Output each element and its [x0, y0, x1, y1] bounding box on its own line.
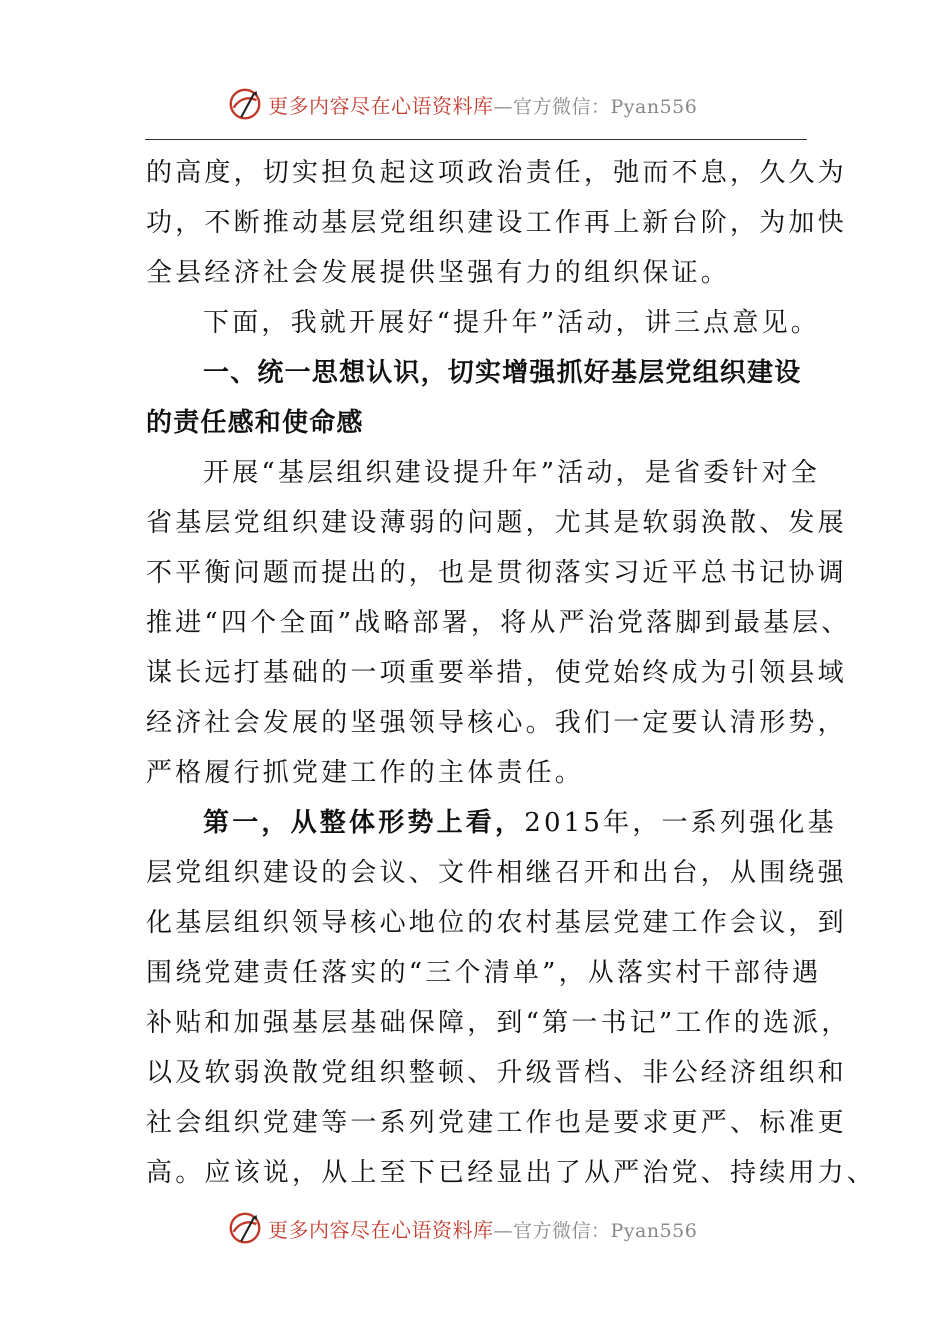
text-line: 谋长远打基础的一项重要举措，使党始终成为引领县域 [146, 658, 847, 688]
text-line: 下面，我就开展好“提升年”活动，讲三点意见。 [203, 308, 820, 338]
footer-text: 更多内容尽在心语资料库—官方微信：Pyan556 [268, 1217, 698, 1242]
pen-swirl-logo-icon [226, 1209, 264, 1247]
section-heading-cont: 的责任感和使命感 [146, 408, 364, 438]
text-line: 化基层组织领导核心地位的农村基层党建工作会议，到 [146, 908, 847, 938]
text-line: 全县经济社会发展提供坚强有力的组织保证。 [146, 258, 731, 288]
text-line: 推进“四个全面”战略部署，将从严治党落脚到最基层、 [146, 608, 851, 638]
text-line: 开展“基层组织建设提升年”活动，是省委针对全 [203, 458, 820, 488]
text-line: 的高度，切实担负起这项政治责任，弛而不息，久久为 [146, 158, 847, 188]
section-heading: 一、统一思想认识，切实增强抓好基层党组织建设 [203, 358, 802, 388]
text-line: 不平衡问题而提出的，也是贯彻落实习近平总书记协调 [146, 558, 847, 588]
text-line: 高。应该说，从上至下已经显出了从严治党、持续用力、 [146, 1158, 877, 1188]
text-line [146, 798, 840, 848]
text-line: 省基层党组织建设薄弱的问题，尤其是软弱涣散、发展 [146, 508, 847, 538]
text-line: 围绕党建责任落实的“三个清单”，从落实村干部待遇 [146, 958, 822, 988]
pen-swirl-logo-icon [226, 85, 264, 123]
text-line: 补贴和加强基层基础保障，到“第一书记”工作的选派， [146, 1008, 851, 1038]
text-line: 经济社会发展的坚强领导核心。我们一定要认清形势， [146, 708, 847, 738]
header-text: 更多内容尽在心语资料库—官方微信：Pyan556 [268, 93, 698, 118]
text-line: 严格履行抓党建工作的主体责任。 [146, 758, 585, 788]
text-line: 以及软弱涣散党组织整顿、升级晋档、非公经济组织和 [146, 1058, 847, 1088]
text-span: 2015年，一系列强化基 [524, 808, 837, 838]
text-line: 社会组织党建等一系列党建工作也是要求更严、标准更 [146, 1108, 847, 1138]
document-body [146, 148, 877, 1198]
text-line: 层党组织建设的会议、文件相继召开和出台，从围绕强 [146, 858, 847, 888]
header-rule [145, 139, 807, 140]
bold-lead: 第一，从整体形势上看， [203, 808, 525, 838]
footer-banner [226, 1208, 697, 1248]
text-line: 功，不断推动基层党组织建设工作再上新台阶，为加快 [146, 208, 847, 238]
header-banner [226, 84, 697, 124]
